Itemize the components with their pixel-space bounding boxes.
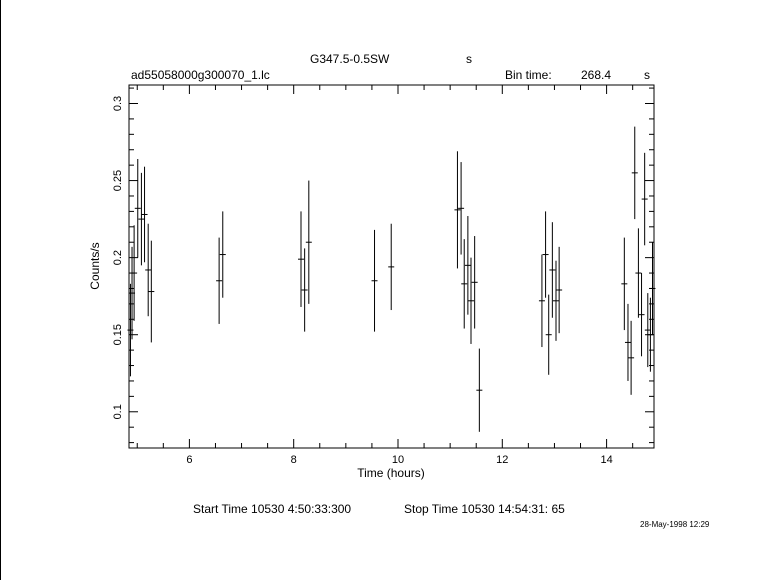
data-points bbox=[127, 127, 655, 432]
data-point bbox=[465, 216, 471, 315]
plot-timestamp: 28-May-1998 12:29 bbox=[640, 520, 710, 529]
start-time: Start Time 10530 4:50:33:300 bbox=[193, 502, 352, 516]
data-point bbox=[461, 239, 467, 328]
data-point bbox=[458, 162, 464, 254]
y-axis-label: Counts/s bbox=[88, 242, 102, 290]
x-tick-label: 14 bbox=[600, 454, 613, 466]
data-point bbox=[621, 238, 627, 330]
y-tick-label: 0.15 bbox=[112, 323, 124, 346]
bin-time-label: Bin time: bbox=[505, 68, 552, 82]
y-tick-label: 0.3 bbox=[112, 95, 124, 112]
data-point bbox=[625, 304, 631, 381]
data-point bbox=[635, 228, 641, 317]
chart-filename: ad55058000g300070_1.lc bbox=[131, 68, 270, 82]
data-point bbox=[628, 321, 634, 395]
data-point bbox=[372, 230, 378, 332]
chart-source-unit: s bbox=[466, 52, 472, 66]
data-point bbox=[472, 236, 478, 328]
data-point bbox=[556, 247, 562, 333]
y-tick-label: 0.2 bbox=[112, 249, 124, 266]
data-point bbox=[549, 222, 555, 318]
data-point bbox=[142, 167, 148, 263]
y-tick-label: 0.25 bbox=[112, 169, 124, 192]
data-point bbox=[553, 261, 559, 341]
data-point bbox=[476, 349, 482, 432]
axis-tick-labels bbox=[112, 96, 613, 466]
data-point bbox=[632, 127, 638, 219]
stop-time: Stop Time 10530 14:54:31: 65 bbox=[404, 502, 565, 516]
x-tick-label: 12 bbox=[496, 454, 509, 466]
bin-time-value: 268.4 bbox=[581, 68, 612, 82]
data-point bbox=[145, 224, 151, 316]
x-axis-label: Time (hours) bbox=[357, 466, 425, 480]
y-tick-label: 0.1 bbox=[112, 404, 124, 420]
x-tick-label: 8 bbox=[290, 454, 297, 466]
data-point bbox=[543, 211, 549, 297]
data-point bbox=[216, 238, 222, 324]
x-tick-label: 6 bbox=[186, 454, 193, 466]
data-point bbox=[539, 255, 545, 347]
data-point bbox=[468, 258, 474, 344]
data-point bbox=[135, 159, 141, 258]
data-point bbox=[642, 153, 648, 245]
data-point bbox=[127, 284, 133, 376]
data-point bbox=[546, 295, 552, 375]
data-point bbox=[302, 248, 308, 331]
data-point bbox=[298, 211, 304, 307]
data-point bbox=[220, 211, 226, 297]
chart-source-title: G347.5-0.5SW bbox=[310, 52, 390, 66]
data-point bbox=[138, 173, 144, 265]
x-tick-label: 10 bbox=[391, 454, 405, 466]
data-point bbox=[306, 181, 312, 304]
data-point bbox=[454, 151, 460, 268]
data-point bbox=[148, 241, 154, 343]
data-point bbox=[388, 224, 394, 310]
data-point bbox=[639, 273, 645, 356]
bin-time-unit: s bbox=[644, 68, 650, 82]
